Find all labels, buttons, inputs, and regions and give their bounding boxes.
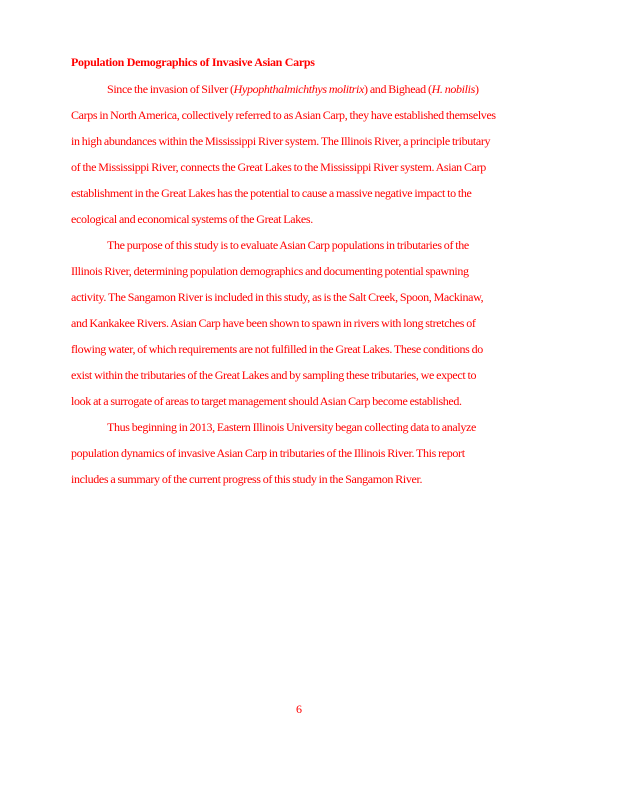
paragraph-3-line-1: Thus beginning in 2013, Eastern Illinois University began collecting data to analyze: [107, 420, 476, 434]
paragraph-1-line-4: of the Mississippi River, connects the Great Lakes to the Mississippi River system. Asian Carp: [71, 160, 486, 174]
paragraph-2-line-3: activity. The Sangamon River is included in this study, as is the Salt Creek, Spoon, Mackinaw,: [71, 290, 484, 304]
text-segment: Since the invasion of Silver (: [107, 82, 234, 96]
paragraph-1-line-6: ecological and economical systems of the Great Lakes.: [71, 212, 313, 226]
species-name-silver-carp: Hypophthalmichthys molitrix: [233, 82, 365, 96]
paragraph-1-line-3: in high abundances within the Mississippi River system. The Illinois River, a principle tributary: [71, 134, 491, 148]
paragraph-1-line-2: Carps in North America, collectively referred to as Asian Carp, they have established themselves: [71, 108, 496, 122]
paragraph-2-line-7: look at a surrogate of areas to target management should Asian Carp become established.: [71, 394, 462, 408]
paragraph-2-line-6: exist within the tributaries of the Great Lakes and by sampling these tributaries, we expect to: [71, 368, 477, 382]
section-heading: Population Demographics of Invasive Asian Carps: [71, 55, 315, 69]
text-segment: ): [474, 82, 479, 96]
paragraph-1-line-5: establishment in the Great Lakes has the potential to cause a massive negative impact to the: [71, 186, 472, 200]
paragraph-1-line-1: [107, 82, 479, 97]
species-name-bighead-carp: H. nobilis: [431, 82, 475, 96]
paragraph-3-line-2: population dynamics of invasive Asian Carp in tributaries of the Illinois River. This report: [71, 446, 465, 460]
paragraph-2-line-5: flowing water, of which requirements are not fulfilled in the Great Lakes. These conditions do: [71, 342, 483, 356]
paragraph-2-line-2: Illinois River, determining population demographics and documenting potential spawning: [71, 264, 469, 278]
paragraph-2-line-1: The purpose of this study is to evaluate Asian Carp populations in tributaries of the: [107, 238, 469, 252]
paragraph-3-line-3: includes a summary of the current progress of this study in the Sangamon River.: [71, 472, 423, 486]
paragraph-2-line-4: and Kankakee Rivers. Asian Carp have been shown to spawn in rivers with long stretches of: [71, 316, 476, 330]
page-number: 6: [296, 702, 302, 716]
text-segment: ) and Bighead (: [364, 82, 432, 96]
